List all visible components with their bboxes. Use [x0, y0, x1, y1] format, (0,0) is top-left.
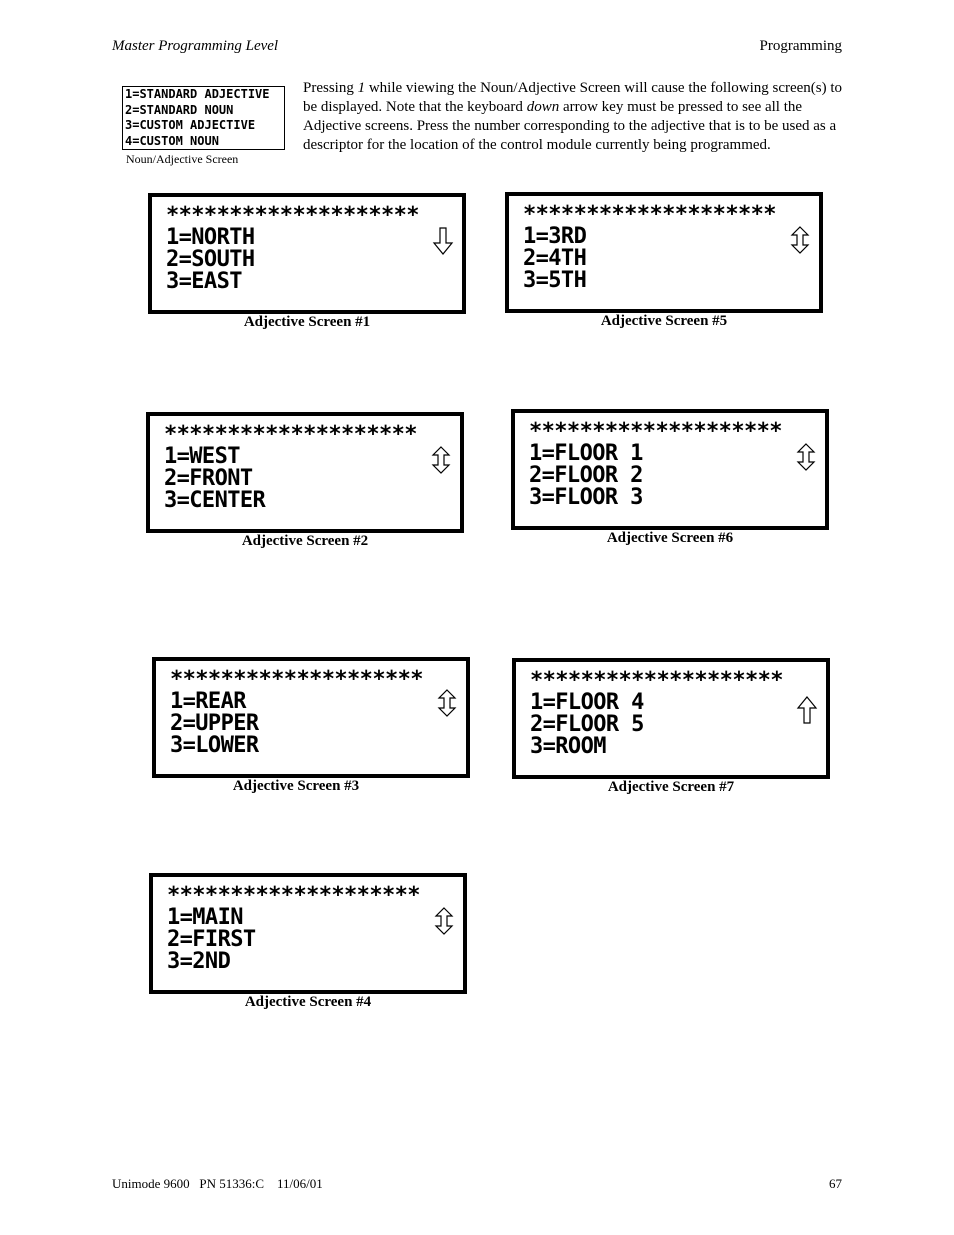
screen-line: 2=UPPER — [170, 711, 259, 736]
up-arrow-icon — [796, 696, 818, 724]
screen-line: 3=ROOM — [530, 734, 606, 759]
screen-line: 3=2ND — [167, 949, 231, 974]
intro-text: arrow key must be pressed to see all the Adjective screens. Press the number corresponding to the adjective that is to be used as a descriptor for the location of the control module currently being programmed. — [303, 99, 837, 153]
screen-line: 2=FIRST — [167, 927, 256, 952]
screen-line: 2=FLOOR 5 — [530, 712, 644, 737]
footer-page-number: 67 — [829, 1176, 842, 1191]
screen-line: 1=WEST — [164, 444, 240, 469]
header-chapter: Programming — [759, 38, 842, 54]
screen-line: 1=3RD — [523, 224, 587, 249]
adjective-screen-1 — [148, 193, 466, 314]
screen-line: 1=FLOOR 4 — [530, 690, 644, 715]
screen-stars: ******************** — [164, 422, 417, 447]
screen-caption: Adjective Screen #3 — [232, 778, 360, 794]
screen-caption: Adjective Screen #1 — [243, 314, 371, 330]
screen-stars: ******************** — [170, 667, 423, 692]
up-down-arrow-icon — [436, 689, 458, 717]
intro-down-word: down — [526, 99, 560, 115]
screen-line: 3=FLOOR 3 — [529, 485, 643, 510]
screen-line: 2=STANDARD NOUN — [125, 102, 234, 117]
intro-paragraph — [303, 79, 843, 155]
screen-caption: Adjective Screen #4 — [244, 994, 372, 1010]
screen-caption: Adjective Screen #6 — [606, 530, 734, 546]
screen-stars: ******************** — [529, 419, 782, 444]
screen-caption: Adjective Screen #5 — [600, 313, 728, 329]
up-down-arrow-icon — [789, 226, 811, 254]
footer-doc-info: Unimode 9600 PN 51336:C 11/06/01 — [112, 1176, 323, 1191]
screen-line: 1=STANDARD ADJECTIVE — [125, 87, 270, 101]
screen-caption: Adjective Screen #2 — [241, 533, 369, 549]
noun-adjective-screen — [122, 86, 285, 150]
screen-line: 1=FLOOR 1 — [529, 441, 643, 466]
up-down-arrow-icon — [795, 443, 817, 471]
up-down-arrow-icon — [430, 446, 452, 474]
screen-line: 2=FRONT — [164, 466, 253, 491]
screen-line: 1=NORTH — [166, 225, 255, 250]
screen-line: 4=CUSTOM NOUN — [125, 133, 219, 148]
screen-line: 3=LOWER — [170, 733, 259, 758]
up-down-arrow-icon — [433, 907, 455, 935]
adjective-screen-3 — [152, 657, 470, 778]
screen-line: 3=5TH — [523, 268, 587, 293]
screen-stars: ******************** — [530, 668, 783, 693]
adjective-screen-7 — [512, 658, 830, 779]
noun-adjective-caption: Noun/Adjective Screen — [126, 152, 239, 166]
screen-line: 3=EAST — [166, 269, 242, 294]
header-section: Master Programming Level — [112, 38, 279, 54]
screen-stars: ******************** — [167, 883, 420, 908]
screen-line: 2=4TH — [523, 246, 587, 271]
screen-line: 2=SOUTH — [166, 247, 255, 272]
screen-line: 2=FLOOR 2 — [529, 463, 643, 488]
adjective-screen-2 — [146, 412, 464, 533]
adjective-screen-4 — [149, 873, 467, 994]
intro-key: 1 — [357, 80, 366, 96]
adjective-screen-5 — [505, 192, 823, 313]
screen-line: 1=REAR — [170, 689, 246, 714]
screen-stars: ******************** — [523, 202, 776, 227]
screen-line: 3=CUSTOM ADJECTIVE — [125, 118, 256, 132]
screen-caption: Adjective Screen #7 — [607, 779, 735, 795]
screen-line: 1=MAIN — [167, 905, 243, 930]
adjective-screen-6 — [511, 409, 829, 530]
intro-text: while viewing the Noun/Adjective Screen will cause the following screen(s) to be displayed. Note that the keyboard — [303, 80, 843, 115]
screen-line: 3=CENTER — [164, 488, 266, 513]
intro-text: Pressing — [303, 80, 358, 96]
down-arrow-icon — [432, 227, 454, 255]
screen-stars: ******************** — [166, 203, 419, 228]
